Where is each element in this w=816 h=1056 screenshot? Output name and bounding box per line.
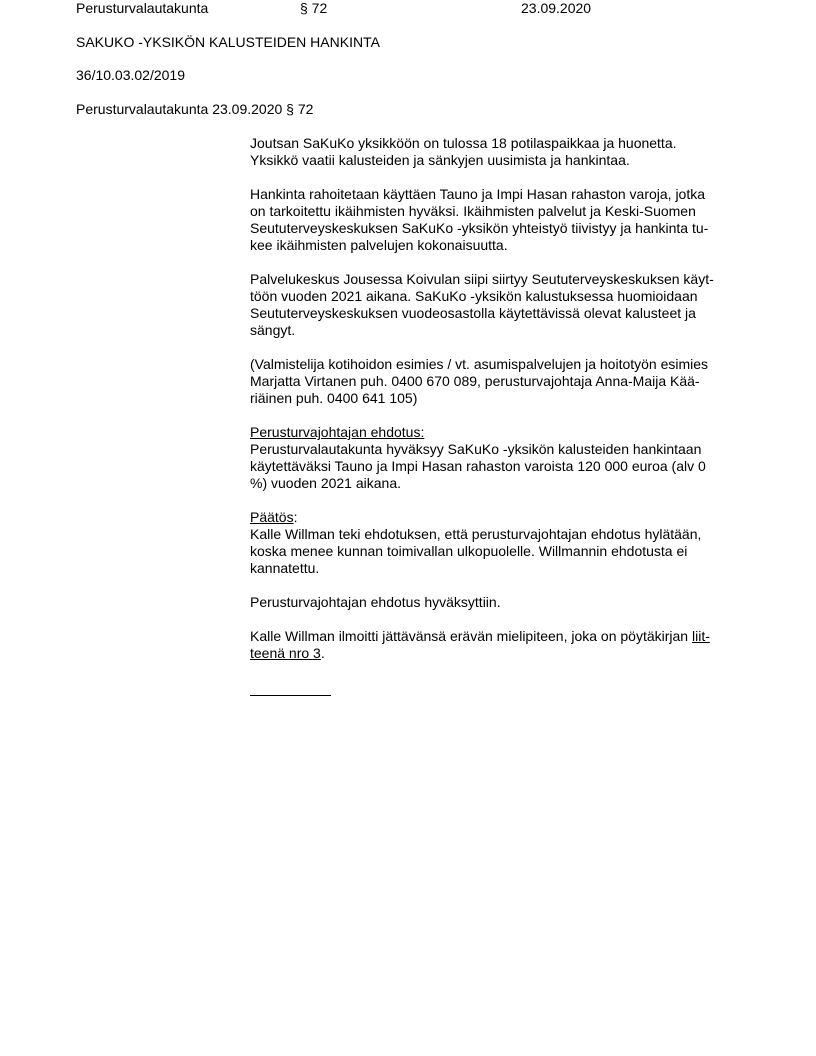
decision-section: [250, 509, 742, 577]
paragraph-funding: [250, 186, 742, 254]
decision-heading: Päätös: [250, 509, 294, 525]
session-line: Perusturvalautakunta 23.09.2020 § 72: [76, 101, 314, 117]
text-line: Seututerveyskeskuksen vuodeosastolla käytettävissä olevat kalusteet ja: [250, 305, 696, 321]
document-title: SAKUKO -YKSIKÖN KALUSTEIDEN HANKINTA: [76, 34, 380, 50]
approval-statement: [250, 594, 742, 611]
header-date: 23.09.2020: [521, 0, 592, 16]
dissent-statement: [250, 628, 742, 662]
text-line: Joutsan SaKuKo yksikköön on tulossa 18 potilaspaikkaa ja huonetta.: [250, 135, 677, 151]
minutes-body: [250, 135, 742, 696]
attachment-link[interactable]: teenä nro 3: [250, 645, 321, 661]
text-line: on tarkoitettu ikäihmisten hyväksi. Ikäihmisten palvelut ja Keski-Suomen: [250, 203, 696, 219]
text-line: Seututerveyskeskuksen SaKuKo -yksikön yhteistyö tiivistyy ja hankinta tu-: [250, 220, 709, 236]
dissent-tail: .: [320, 645, 325, 661]
decision-heading-line: [250, 509, 742, 526]
dissent-line-2: [250, 645, 742, 662]
text-line: Hankinta rahoitetaan käyttäen Tauno ja Impi Hasan rahaston varoja, jotka: [250, 186, 706, 202]
text-line: Marjatta Virtanen puh. 0400 670 089, perusturvajohtaja Anna-Maija Kää-: [250, 373, 700, 389]
text-line: %) vuoden 2021 aikana.: [250, 475, 401, 491]
text-line: Yksikkö vaatii kalusteiden ja sänkyjen uusimista ja hankintaa.: [250, 152, 630, 168]
proposal-section: [250, 424, 742, 492]
text-line: töön vuoden 2021 aikana. SaKuKo -yksikön kalustuksessa huomioidaan: [250, 288, 698, 304]
text-line: sängyt.: [250, 322, 296, 338]
proposal-heading: Perusturvajohtajan ehdotus:: [250, 424, 425, 440]
decision-heading-colon: :: [293, 509, 298, 525]
reference-number: 36/10.03.02/2019: [76, 67, 185, 83]
header-section-number: § 72: [300, 0, 328, 16]
header-body-name: Perusturvalautakunta: [76, 0, 209, 16]
text-line: Perusturvalautakunta hyväksyy SaKuKo -yksikön kalusteiden hankintaan: [250, 441, 702, 457]
text-line: Perusturvajohtajan ehdotus hyväksyttiin.: [250, 594, 501, 610]
text-line: Palvelukeskus Jousessa Koivulan siipi siirtyy Seututerveyskeskuksen käyt-: [250, 271, 714, 287]
paragraph-relocation: [250, 271, 742, 339]
text-line: Kalle Willman teki ehdotuksen, että perusturvajohtajan ehdotus hylätään,: [250, 526, 702, 542]
text-line: riäinen puh. 0400 641 105): [250, 390, 418, 406]
text-line: kee ikäihmisten palvelujen kokonaisuutta.: [250, 237, 508, 253]
text-line: käytettäväksi Tauno ja Impi Hasan rahaston varoista 120 000 euroa (alv 0: [250, 458, 706, 474]
text-line: kannatettu.: [250, 560, 320, 576]
paragraph-intro: [250, 135, 742, 169]
section-separator: [250, 695, 331, 696]
dissent-text: Kalle Willman ilmoitti jättävänsä erävän mielipiteen, joka on pöytäkirjan: [250, 628, 692, 644]
dissent-line-1: [250, 628, 742, 645]
paragraph-preparer: [250, 356, 742, 407]
text-line: koska menee kunnan toimivallan ulkopuolelle. Willmannin ehdotusta ei: [250, 543, 688, 559]
text-line: (Valmistelija kotihoidon esimies / vt. asumispalvelujen ja hoitotyön esimies: [250, 356, 709, 372]
attachment-link[interactable]: liit-: [691, 628, 710, 644]
